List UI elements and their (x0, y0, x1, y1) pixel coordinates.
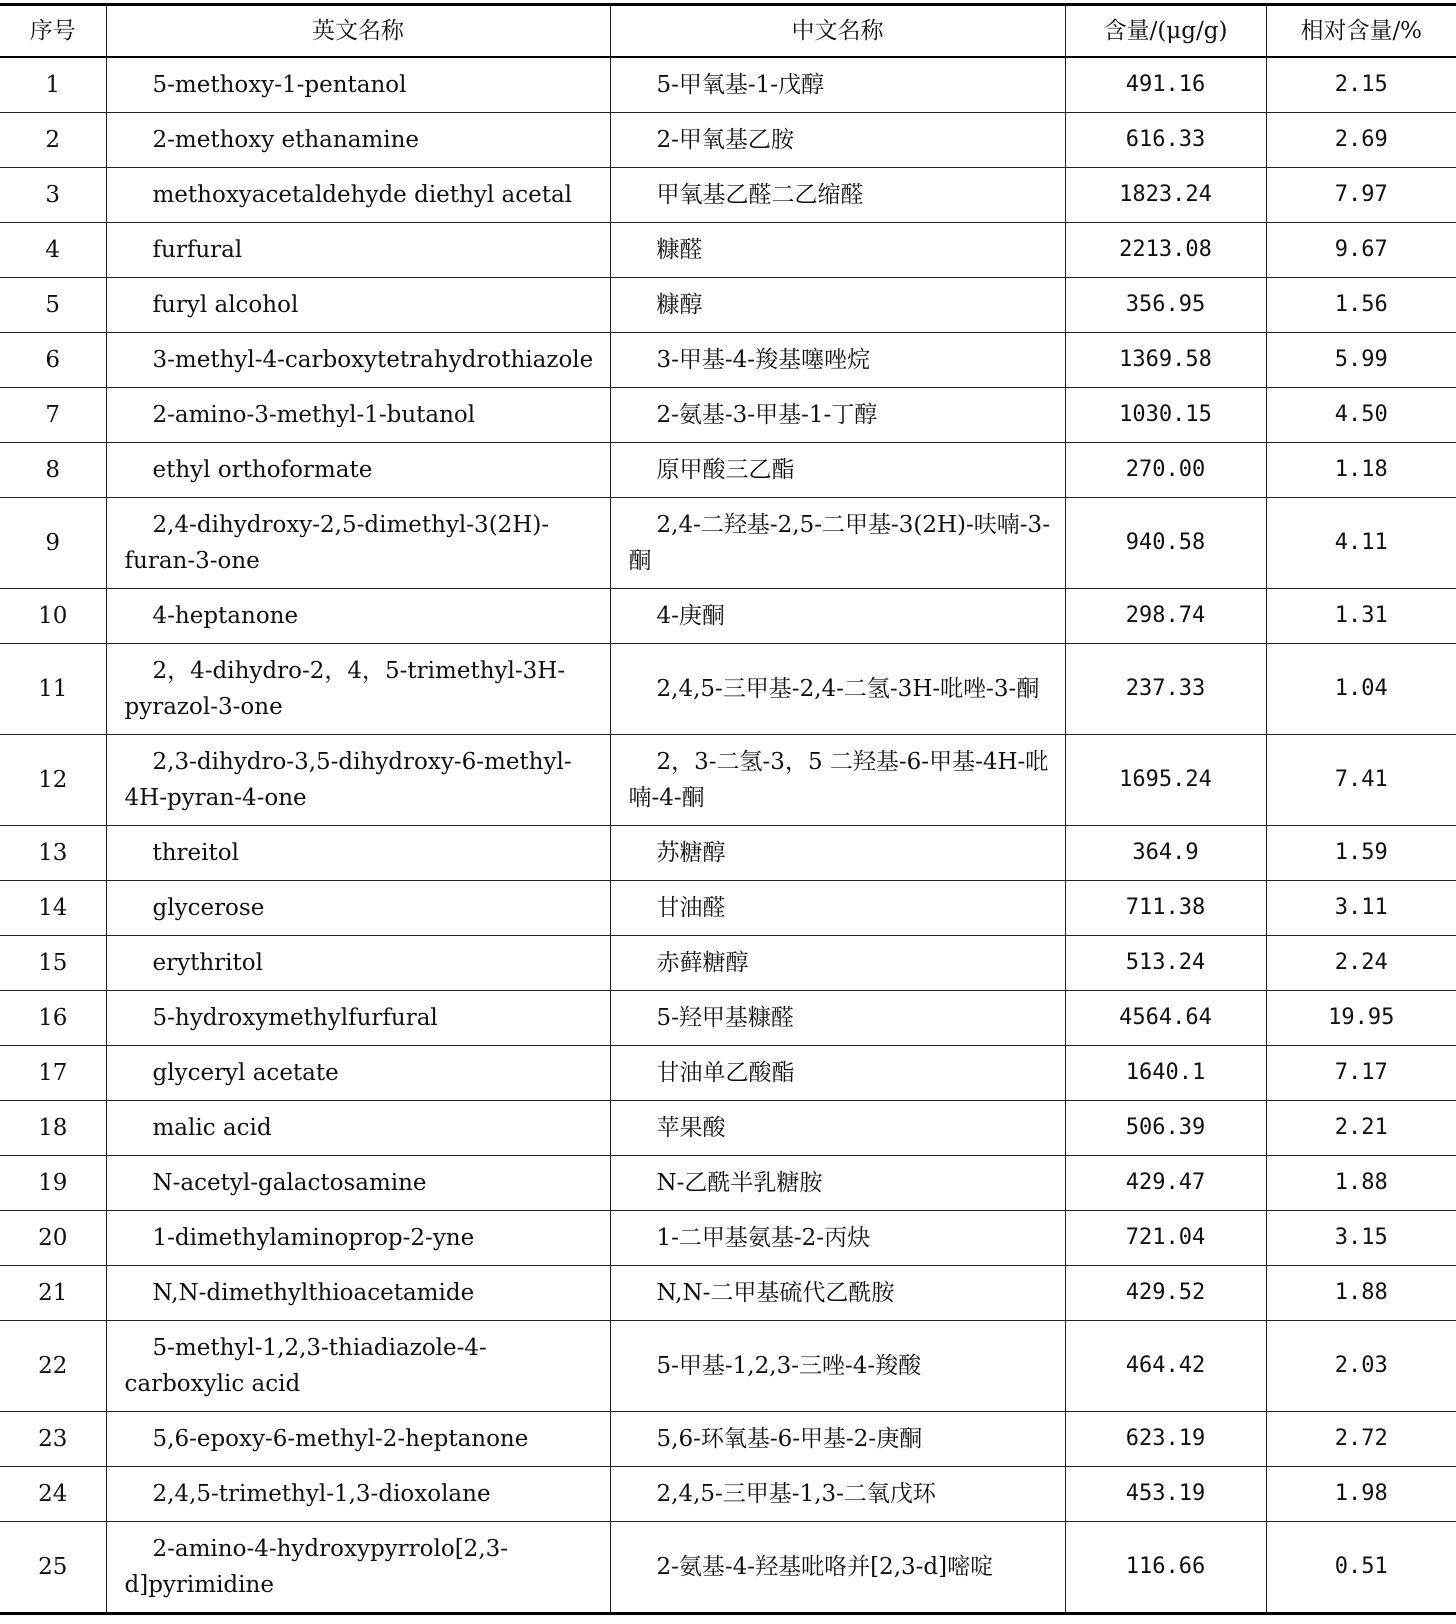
header-index: 序号 (0, 5, 106, 58)
row-english-name: 2,4-dihydroxy-2,5-dimethyl-3(2H)-furan-3-one (106, 498, 610, 589)
row-index: 11 (0, 644, 106, 735)
table-row (0, 333, 1456, 388)
row-relative-content: 7.97 (1266, 168, 1456, 223)
table-row (0, 991, 1456, 1046)
row-relative-content: 3.11 (1266, 881, 1456, 936)
row-english-name: 2-amino-3-methyl-1-butanol (106, 388, 610, 443)
header-content: 含量/(μg/g) (1065, 5, 1266, 58)
table-row (0, 1211, 1456, 1266)
row-content: 364.9 (1065, 826, 1266, 881)
header-english-name: 英文名称 (106, 5, 610, 58)
row-english-name: erythritol (106, 936, 610, 991)
table-row (0, 735, 1456, 826)
row-index: 10 (0, 589, 106, 644)
row-content: 711.38 (1065, 881, 1266, 936)
row-english-name: 2-amino-4-hydroxypyrrolo[2,3-d]pyrimidine (106, 1522, 610, 1614)
row-english-name: ethyl orthoformate (106, 443, 610, 498)
row-relative-content: 2.69 (1266, 113, 1456, 168)
row-content: 237.33 (1065, 644, 1266, 735)
row-content: 940.58 (1065, 498, 1266, 589)
table-row (0, 589, 1456, 644)
row-relative-content: 1.98 (1266, 1467, 1456, 1522)
table-row (0, 826, 1456, 881)
row-content: 616.33 (1065, 113, 1266, 168)
row-chinese-name: 糠醛 (610, 223, 1065, 278)
table-row (0, 278, 1456, 333)
row-chinese-name: 5,6-环氧基-6-甲基-2-庚酮 (610, 1412, 1065, 1467)
table-row (0, 113, 1456, 168)
table-row (0, 498, 1456, 589)
row-english-name: 2，4-dihydro-2，4，5-trimethyl-3H-pyrazol-3-one (106, 644, 610, 735)
row-content: 270.00 (1065, 443, 1266, 498)
row-chinese-name: N-乙酰半乳糖胺 (610, 1156, 1065, 1211)
row-chinese-name: 2,4,5-三甲基-1,3-二氧戊环 (610, 1467, 1065, 1522)
row-content: 116.66 (1065, 1522, 1266, 1614)
row-chinese-name: 甘油单乙酸酯 (610, 1046, 1065, 1101)
row-relative-content: 2.03 (1266, 1321, 1456, 1412)
row-content: 1640.1 (1065, 1046, 1266, 1101)
row-index: 12 (0, 735, 106, 826)
row-chinese-name: 苹果酸 (610, 1101, 1065, 1156)
row-index: 1 (0, 57, 106, 113)
table-row (0, 1156, 1456, 1211)
row-content: 623.19 (1065, 1412, 1266, 1467)
row-chinese-name: 甲氧基乙醛二乙缩醛 (610, 168, 1065, 223)
table-row (0, 388, 1456, 443)
row-chinese-name: 2-氨基-4-羟基吡咯并[2,3-d]嘧啶 (610, 1522, 1065, 1614)
row-chinese-name: 2-氨基-3-甲基-1-丁醇 (610, 388, 1065, 443)
row-index: 16 (0, 991, 106, 1046)
table-row (0, 443, 1456, 498)
row-content: 721.04 (1065, 1211, 1266, 1266)
row-content: 2213.08 (1065, 223, 1266, 278)
row-english-name: 3-methyl-4-carboxytetrahydrothiazole (106, 333, 610, 388)
row-chinese-name: 糠醇 (610, 278, 1065, 333)
row-english-name: 4-heptanone (106, 589, 610, 644)
row-index: 25 (0, 1522, 106, 1614)
row-content: 4564.64 (1065, 991, 1266, 1046)
row-index: 13 (0, 826, 106, 881)
row-index: 22 (0, 1321, 106, 1412)
row-index: 15 (0, 936, 106, 991)
table-row (0, 1101, 1456, 1156)
row-content: 464.42 (1065, 1321, 1266, 1412)
row-relative-content: 1.88 (1266, 1266, 1456, 1321)
row-chinese-name: 5-甲基-1,2,3-三唑-4-羧酸 (610, 1321, 1065, 1412)
row-relative-content: 2.15 (1266, 57, 1456, 113)
table-row (0, 1522, 1456, 1614)
table-row (0, 1467, 1456, 1522)
row-index: 6 (0, 333, 106, 388)
row-content: 1030.15 (1065, 388, 1266, 443)
row-relative-content: 1.04 (1266, 644, 1456, 735)
row-index: 5 (0, 278, 106, 333)
row-index: 19 (0, 1156, 106, 1211)
row-english-name: 5-methyl-1,2,3-thiadiazole-4-carboxylic acid (106, 1321, 610, 1412)
row-content: 429.52 (1065, 1266, 1266, 1321)
table-row (0, 1046, 1456, 1101)
row-chinese-name: 1-二甲基氨基-2-丙炔 (610, 1211, 1065, 1266)
row-relative-content: 19.95 (1266, 991, 1456, 1046)
row-relative-content: 3.15 (1266, 1211, 1456, 1266)
row-relative-content: 2.72 (1266, 1412, 1456, 1467)
row-index: 24 (0, 1467, 106, 1522)
table-row (0, 57, 1456, 113)
row-english-name: N-acetyl-galactosamine (106, 1156, 610, 1211)
table-row (0, 936, 1456, 991)
row-relative-content: 2.21 (1266, 1101, 1456, 1156)
row-chinese-name: 3-甲基-4-羧基噻唑烷 (610, 333, 1065, 388)
row-relative-content: 5.99 (1266, 333, 1456, 388)
row-index: 14 (0, 881, 106, 936)
row-relative-content: 7.41 (1266, 735, 1456, 826)
row-content: 1823.24 (1065, 168, 1266, 223)
row-chinese-name: 5-甲氧基-1-戊醇 (610, 57, 1065, 113)
row-content: 1369.58 (1065, 333, 1266, 388)
row-index: 20 (0, 1211, 106, 1266)
row-index: 2 (0, 113, 106, 168)
row-index: 17 (0, 1046, 106, 1101)
header-relative-content: 相对含量/% (1266, 5, 1456, 58)
row-content: 1695.24 (1065, 735, 1266, 826)
row-content: 356.95 (1065, 278, 1266, 333)
row-content: 506.39 (1065, 1101, 1266, 1156)
table-row (0, 1266, 1456, 1321)
table-row (0, 223, 1456, 278)
header-chinese-name: 中文名称 (610, 5, 1065, 58)
row-index: 18 (0, 1101, 106, 1156)
row-index: 4 (0, 223, 106, 278)
row-english-name: furyl alcohol (106, 278, 610, 333)
row-index: 8 (0, 443, 106, 498)
row-relative-content: 1.31 (1266, 589, 1456, 644)
row-content: 453.19 (1065, 1467, 1266, 1522)
row-relative-content: 2.24 (1266, 936, 1456, 991)
row-english-name: 2,4,5-trimethyl-1,3-dioxolane (106, 1467, 610, 1522)
row-content: 429.47 (1065, 1156, 1266, 1211)
row-chinese-name: 赤藓糖醇 (610, 936, 1065, 991)
table-row (0, 881, 1456, 936)
row-chinese-name: 4-庚酮 (610, 589, 1065, 644)
row-content: 513.24 (1065, 936, 1266, 991)
row-index: 9 (0, 498, 106, 589)
row-chinese-name: 2，3-二氢-3，5 二羟基-6-甲基-4H-吡喃-4-酮 (610, 735, 1065, 826)
row-index: 21 (0, 1266, 106, 1321)
row-chinese-name: 甘油醛 (610, 881, 1065, 936)
compound-table (0, 3, 1456, 1615)
row-english-name: 2-methoxy ethanamine (106, 113, 610, 168)
row-relative-content: 1.56 (1266, 278, 1456, 333)
row-index: 7 (0, 388, 106, 443)
row-chinese-name: N,N-二甲基硫代乙酰胺 (610, 1266, 1065, 1321)
row-content: 298.74 (1065, 589, 1266, 644)
row-relative-content: 9.67 (1266, 223, 1456, 278)
row-english-name: glycerose (106, 881, 610, 936)
row-english-name: N,N-dimethylthioacetamide (106, 1266, 610, 1321)
row-english-name: 5-hydroxymethylfurfural (106, 991, 610, 1046)
row-english-name: methoxyacetaldehyde diethyl acetal (106, 168, 610, 223)
table-row (0, 1321, 1456, 1412)
table-row (0, 644, 1456, 735)
row-relative-content: 7.17 (1266, 1046, 1456, 1101)
row-index: 23 (0, 1412, 106, 1467)
row-english-name: malic acid (106, 1101, 610, 1156)
row-chinese-name: 苏糖醇 (610, 826, 1065, 881)
row-relative-content: 1.18 (1266, 443, 1456, 498)
table-row (0, 1412, 1456, 1467)
row-english-name: 1-dimethylaminoprop-2-yne (106, 1211, 610, 1266)
row-english-name: 5,6-epoxy-6-methyl-2-heptanone (106, 1412, 610, 1467)
row-english-name: 5-methoxy-1-pentanol (106, 57, 610, 113)
row-content: 491.16 (1065, 57, 1266, 113)
row-chinese-name: 2,4-二羟基-2,5-二甲基-3(2H)-呋喃-3-酮 (610, 498, 1065, 589)
row-index: 3 (0, 168, 106, 223)
row-relative-content: 4.11 (1266, 498, 1456, 589)
row-relative-content: 1.59 (1266, 826, 1456, 881)
row-relative-content: 4.50 (1266, 388, 1456, 443)
row-relative-content: 0.51 (1266, 1522, 1456, 1614)
table-header-row (0, 5, 1456, 58)
row-chinese-name: 2-甲氧基乙胺 (610, 113, 1065, 168)
row-relative-content: 1.88 (1266, 1156, 1456, 1211)
row-chinese-name: 2,4,5-三甲基-2,4-二氢-3H-吡唑-3-酮 (610, 644, 1065, 735)
row-english-name: threitol (106, 826, 610, 881)
table-row (0, 168, 1456, 223)
row-chinese-name: 原甲酸三乙酯 (610, 443, 1065, 498)
row-english-name: 2,3-dihydro-3,5-dihydroxy-6-methyl-4H-pyran-4-one (106, 735, 610, 826)
row-english-name: glyceryl acetate (106, 1046, 610, 1101)
row-chinese-name: 5-羟甲基糠醛 (610, 991, 1065, 1046)
row-english-name: furfural (106, 223, 610, 278)
